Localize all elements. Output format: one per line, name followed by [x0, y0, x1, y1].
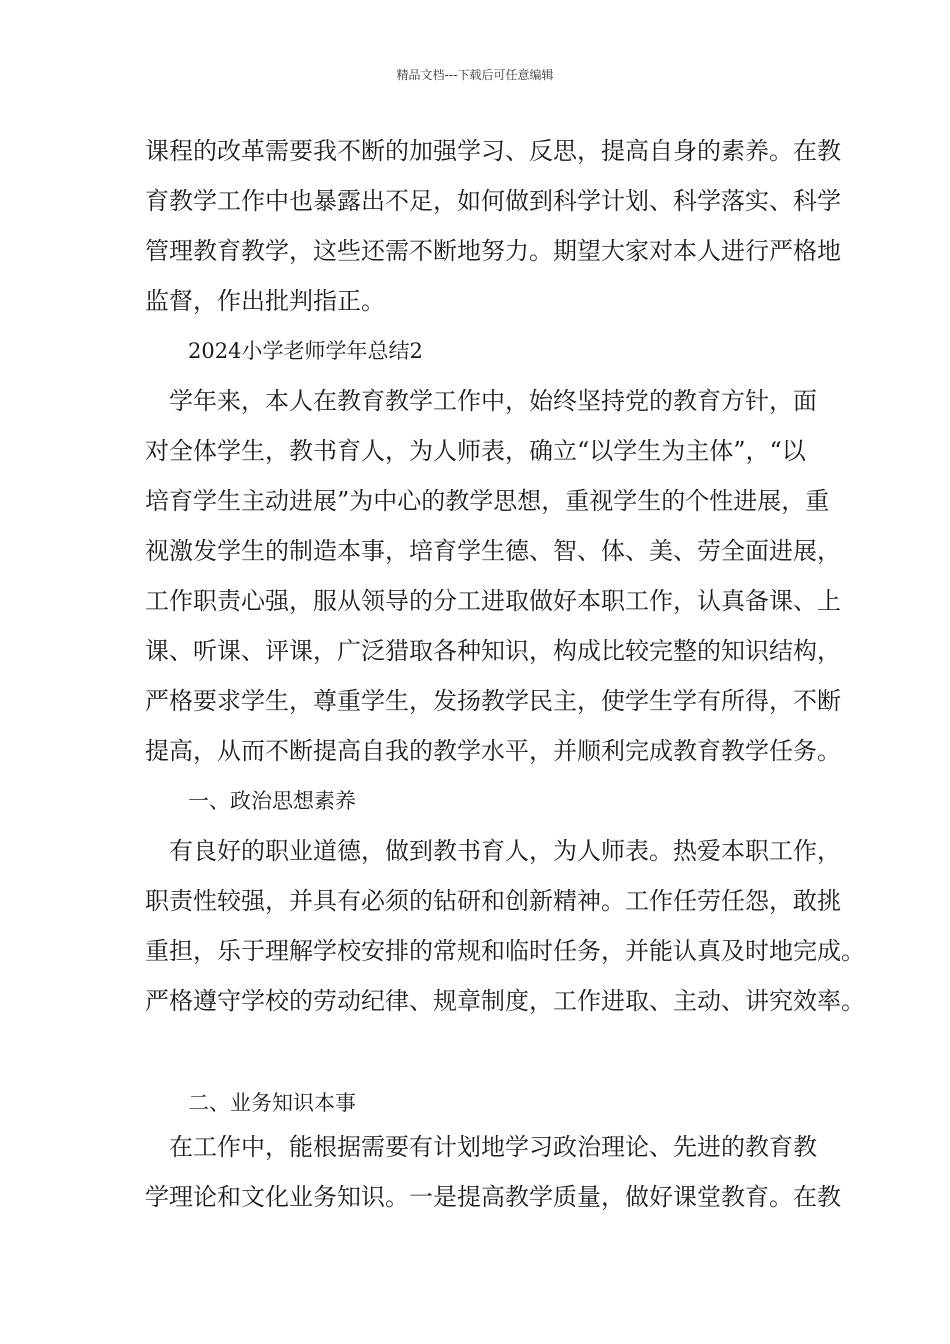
heading-line: 一、政治思想素养 — [188, 789, 356, 813]
section-heading-business — [188, 1078, 868, 1128]
text-line: 有良好的职业道德，做到教书育人，为人师表。热爱本职工作， — [145, 837, 841, 865]
text-line: 严格要求学生，尊重学生，发扬教学民主，使学生学有所得，不断 — [145, 687, 841, 715]
text-line: 管理教育教学，这些还需不断地努力。期望大家对本人进行严格地 — [145, 237, 841, 265]
text-line: 育教学工作中也暴露出不足，如何做到科学计划、科学落实、科学 — [145, 187, 841, 215]
text-line: 在工作中，能根据需要有计划地学习政治理论、先进的教育教 — [145, 1133, 817, 1161]
text-line: 课程的改革需要我不断的加强学习、反思，提高自身的素养。在教 — [145, 137, 841, 165]
text-line: 严格遵守学校的劳动纪律、规章制度，工作进取、主动、讲究效率。 — [145, 987, 865, 1015]
page-header: 精品文档---下载后可任意编辑 — [396, 68, 554, 82]
text-line: 培育学生主动进展”为中心的教学思想，重视学生的个性进展，重 — [145, 487, 830, 515]
paragraph-summary — [145, 376, 841, 776]
paragraph-intro-continued — [145, 126, 841, 326]
text-line: 视激发学生的制造本事，培育学生德、智、体、美、劳全面进展， — [145, 537, 841, 565]
text-line: 工作职责心强，服从领导的分工进取做好本职工作，认真备课、上 — [145, 587, 841, 615]
text-line: 职责性较强，并具有必须的钻研和创新精神。工作任劳任怨，敢挑 — [145, 887, 841, 915]
text-line: 重担，乐于理解学校安排的常规和临时任务，并能认真及时地完成。 — [145, 937, 865, 965]
section-title — [188, 326, 868, 376]
text-line: 学理论和文化业务知识。一是提高教学质量，做好课堂教育。在教 — [145, 1183, 841, 1211]
section-heading-politics — [188, 776, 868, 826]
paragraph-business — [145, 1122, 841, 1222]
text-line: 监督，作出批判指正。 — [145, 287, 385, 315]
text-line: 提高，从而不断提高自我的教学水平，并顺利完成教育教学任务。 — [145, 737, 841, 765]
text-line: 课、听课、评课，广泛猎取各种知识，构成比较完整的知识结构， — [145, 637, 841, 665]
paragraph-politics — [145, 826, 865, 1026]
heading-line: 二、业务知识本事 — [188, 1091, 356, 1115]
title-line: 2024小学老师学年总结2 — [188, 339, 423, 363]
text-line: 学年来，本人在教育教学工作中，始终坚持党的教育方针，面 — [145, 387, 817, 415]
text-line: 对全体学生，教书育人，为人师表，确立“以学生为主体”，“以 — [145, 437, 806, 465]
